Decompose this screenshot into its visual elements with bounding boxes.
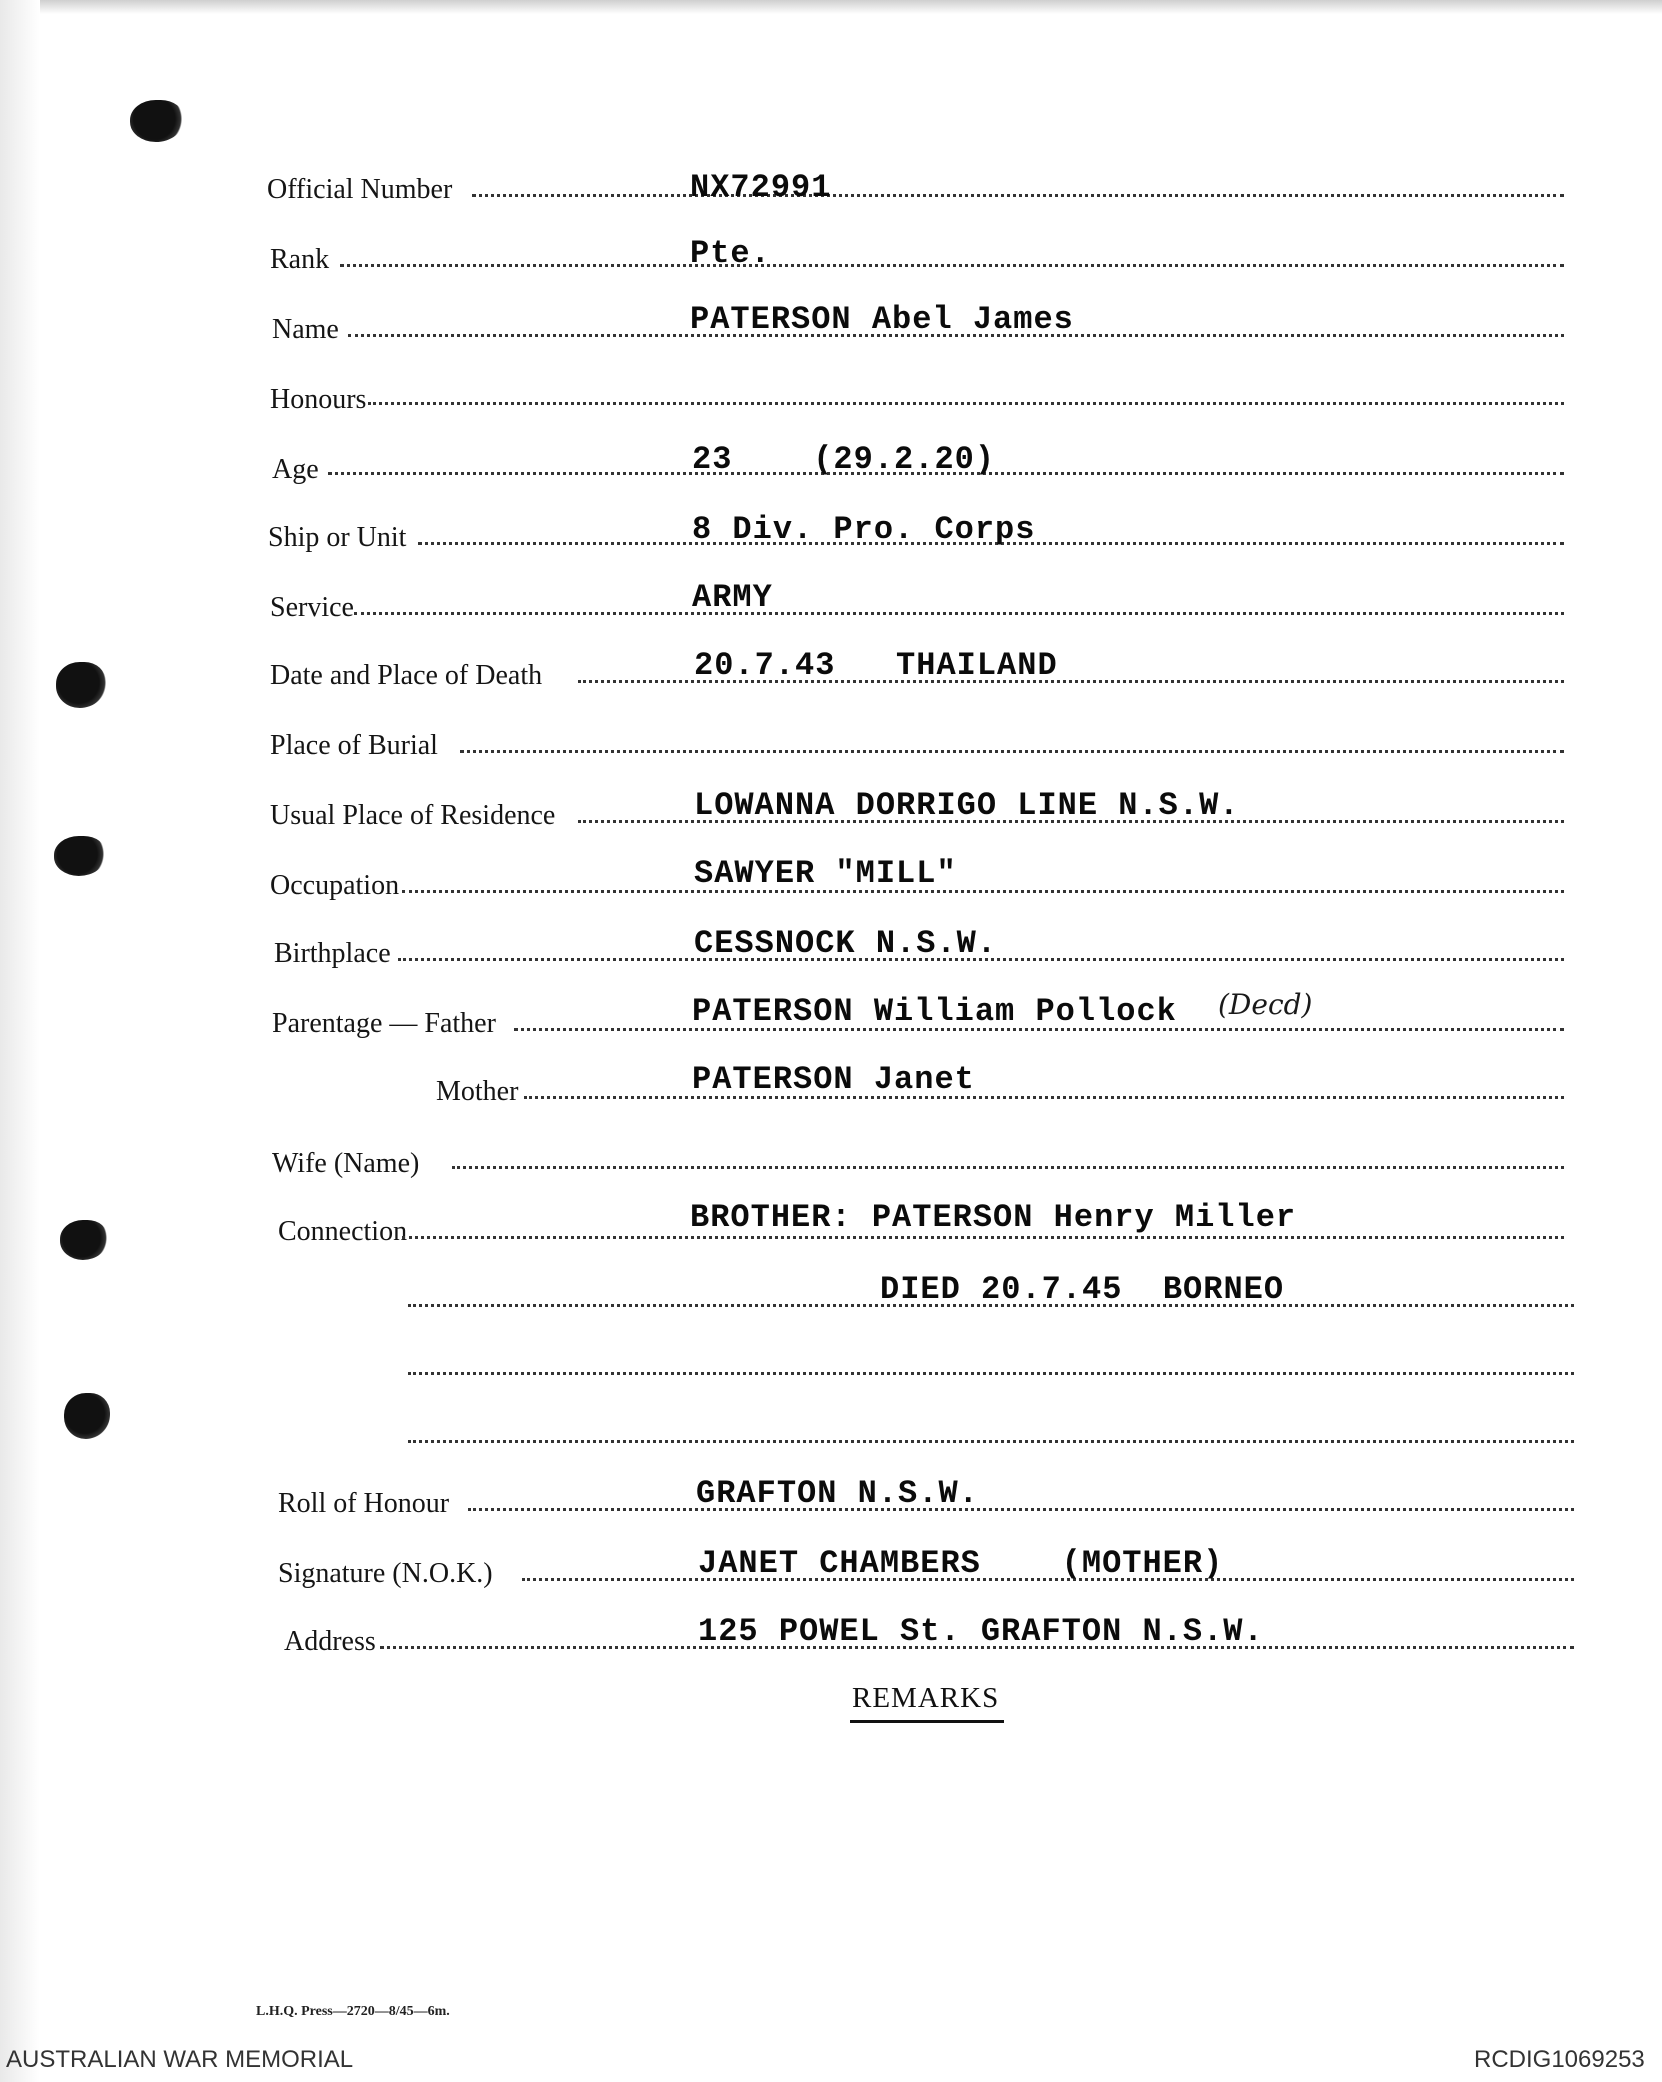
parentage-mother-value: PATERSON Janet: [692, 1061, 975, 1098]
dotted-leader: [472, 194, 1564, 197]
honours-label: Honours: [270, 384, 367, 415]
birthplace-value: CESSNOCK N.S.W.: [694, 925, 998, 962]
dotted-leader: [468, 1508, 1574, 1511]
dotted-leader: [408, 1440, 1574, 1443]
dotted-leader: [452, 1166, 1564, 1169]
address-label: Address: [284, 1626, 376, 1657]
scan-left-edge: [0, 0, 40, 2082]
connection-line2-value: DIED 20.7.45 BORNEO: [880, 1271, 1285, 1308]
dotted-leader: [354, 612, 1564, 615]
dotted-leader: [524, 1096, 1564, 1099]
roll-of-honour-label: Roll of Honour: [278, 1488, 450, 1519]
scan-top-edge: [0, 0, 1662, 14]
official-number-value: NX72991: [690, 169, 832, 206]
wife-label: Wife (Name): [272, 1148, 420, 1179]
place-of-burial-label: Place of Burial: [270, 730, 438, 761]
deceased-annotation: (Decd): [1218, 988, 1313, 1021]
parentage-father-value: PATERSON William Pollock: [692, 993, 1177, 1030]
punch-hole: [56, 662, 106, 708]
address-value: 125 POWEL St. GRAFTON N.S.W.: [698, 1613, 1264, 1650]
parentage-father-label: Parentage — Father: [272, 1008, 496, 1039]
dotted-leader: [402, 1236, 1564, 1239]
dotted-leader: [402, 890, 1564, 893]
signature-nok-label: Signature (N.O.K.): [278, 1558, 493, 1589]
ship-or-unit-value: 8 Div. Pro. Corps: [692, 511, 1036, 548]
rank-label: Rank: [270, 244, 330, 275]
printer-line: L.H.Q. Press—2720—8/45—6m.: [256, 2004, 450, 2019]
service-value: ARMY: [692, 579, 773, 616]
age-label: Age: [272, 454, 319, 485]
archive-reference: RCDIG1069253: [1474, 2046, 1645, 2073]
service-label: Service: [270, 592, 354, 623]
punch-hole: [64, 1393, 110, 1439]
occupation-value: SAWYER "MILL": [694, 855, 957, 892]
connection-label: Connection: [278, 1216, 408, 1247]
punch-hole: [60, 1220, 108, 1260]
usual-residence-value: LOWANNA DORRIGO LINE N.S.W.: [694, 787, 1240, 824]
parentage-mother-label: Mother: [436, 1076, 519, 1107]
dotted-leader: [368, 402, 1564, 405]
name-label: Name: [272, 314, 339, 345]
punch-hole: [54, 836, 106, 876]
punch-hole: [130, 100, 184, 142]
date-place-death-label: Date and Place of Death: [270, 660, 543, 691]
connection-value: BROTHER: PATERSON Henry Miller: [690, 1199, 1297, 1236]
dotted-leader: [460, 750, 1564, 753]
name-value: PATERSON Abel James: [690, 301, 1074, 338]
date-place-death-value: 20.7.43 THAILAND: [694, 647, 1058, 684]
usual-residence-label: Usual Place of Residence: [270, 800, 556, 831]
dotted-leader: [340, 264, 1564, 267]
roll-of-honour-value: GRAFTON N.S.W.: [696, 1475, 979, 1512]
remarks-heading: REMARKS: [852, 1682, 1000, 1714]
ship-or-unit-label: Ship or Unit: [268, 522, 407, 553]
occupation-label: Occupation: [270, 870, 400, 901]
signature-nok-value: JANET CHAMBERS (MOTHER): [698, 1545, 1224, 1582]
official-number-label: Official Number: [267, 174, 453, 205]
archive-institution: AUSTRALIAN WAR MEMORIAL: [6, 2046, 354, 2073]
birthplace-label: Birthplace: [274, 938, 391, 969]
remarks-underline: [850, 1720, 1004, 1723]
dotted-leader: [408, 1372, 1574, 1375]
age-value: 23 (29.2.20): [692, 441, 996, 478]
rank-value: Pte.: [690, 235, 771, 272]
